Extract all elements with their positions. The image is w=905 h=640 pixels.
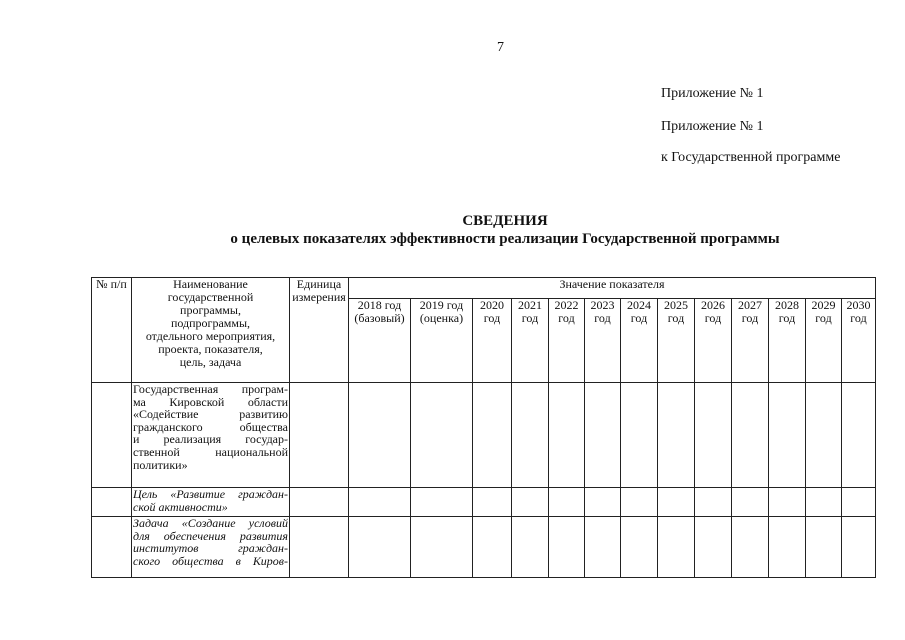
value-cell (411, 488, 473, 517)
value-cell (658, 488, 695, 517)
value-cell (621, 517, 658, 578)
year-label: 2028 (775, 298, 799, 312)
indicators-table (91, 277, 876, 578)
table-row-program (92, 383, 876, 488)
value-cell (658, 383, 695, 488)
col-name-line: Наименование (173, 277, 248, 291)
col-name-line: отдельного мероприятия, (145, 329, 276, 343)
year-note: (базовый) (354, 311, 405, 325)
year-note: год (521, 311, 539, 325)
year-note: год (778, 311, 796, 325)
value-cell (349, 488, 411, 517)
row-num-cell (92, 517, 132, 578)
year-header (842, 299, 876, 383)
value-cell (806, 488, 842, 517)
appendix-line-2: Приложение № 1 (661, 119, 764, 134)
year-label: 2026 (701, 298, 725, 312)
value-cell (512, 383, 549, 488)
row-num-cell (92, 488, 132, 517)
col-unit-line: Единица (296, 277, 342, 291)
year-note: год (630, 311, 648, 325)
value-cell (732, 488, 769, 517)
row-name-cell (132, 488, 290, 517)
row-unit-cell (290, 488, 349, 517)
col-values-header: Значение показателя (349, 278, 876, 299)
value-cell (695, 383, 732, 488)
year-header (549, 299, 585, 383)
year-header (585, 299, 621, 383)
col-name-line: государственной (167, 290, 254, 304)
col-name-line: программы, (180, 303, 241, 317)
row-name-line: и реализация государ- (133, 432, 288, 447)
year-note: год (815, 311, 832, 325)
year-label: 2022 (554, 298, 579, 312)
year-header (473, 299, 512, 383)
value-cell (411, 517, 473, 578)
value-cell (549, 488, 585, 517)
header-row-1 (92, 278, 876, 299)
value-cell (549, 383, 585, 488)
row-name-line: Цель «Развитие граждан- (133, 487, 288, 501)
year-header (621, 299, 658, 383)
year-note: год (704, 311, 722, 325)
row-name-line: политики» (133, 457, 188, 472)
value-cell (411, 383, 473, 488)
row-name-line: институтов граждан- (133, 541, 288, 556)
year-note: год (483, 311, 501, 325)
col-name-header (132, 278, 290, 383)
page-number: 7 (497, 40, 504, 55)
col-unit-header (290, 278, 349, 383)
document-subtitle: о целевых показателях эффективности реализации Государственной программы (230, 231, 780, 247)
value-cell (658, 517, 695, 578)
row-name-line: Государственная програм- (133, 382, 288, 396)
value-cell (473, 383, 512, 488)
year-note: год (741, 311, 759, 325)
row-name-line: гражданского общества (133, 419, 288, 434)
year-header (732, 299, 769, 383)
year-label: 2020 (480, 298, 504, 312)
year-label: 2023 (590, 298, 615, 312)
value-cell (769, 488, 806, 517)
row-name-cell (132, 517, 290, 578)
row-name-line: ской активности» (133, 499, 228, 514)
year-label: 2025 (664, 298, 688, 312)
year-header (658, 299, 695, 383)
table-row-task (92, 517, 876, 578)
row-name-line: ственной национальной (133, 444, 288, 459)
year-header (695, 299, 732, 383)
year-label: 2030 (846, 298, 871, 312)
row-name-line: ма Кировской области (133, 394, 288, 409)
col-name-line: подпрограммы, (170, 316, 251, 330)
value-cell (806, 517, 842, 578)
value-cell (842, 383, 876, 488)
col-name-line: проекта, показателя, (158, 342, 263, 356)
value-cell (621, 488, 658, 517)
table-row-goal (92, 488, 876, 517)
value-cell (732, 517, 769, 578)
year-note: (оценка) (419, 311, 464, 325)
row-name-line: Задача «Создание условий (133, 516, 288, 530)
value-cell (769, 517, 806, 578)
row-name-line: ского общества в Киров- (133, 553, 288, 568)
appendix-line-1: Приложение № 1 (661, 86, 764, 101)
row-num-cell (92, 383, 132, 488)
year-header (769, 299, 806, 383)
value-cell (621, 383, 658, 488)
value-cell (585, 383, 621, 488)
value-cell (585, 488, 621, 517)
year-header (349, 299, 411, 383)
value-cell (806, 383, 842, 488)
year-label: 2029 (811, 298, 836, 312)
value-cell (349, 517, 411, 578)
row-unit-cell (290, 517, 349, 578)
appendix-line-3: к Государственной программе (661, 150, 841, 165)
row-unit-cell (290, 383, 349, 488)
row-name-cell (132, 383, 290, 488)
year-label: 2027 (738, 298, 762, 312)
value-cell (769, 383, 806, 488)
year-note: год (558, 311, 575, 325)
value-cell (473, 517, 512, 578)
value-cell (842, 488, 876, 517)
year-header (806, 299, 842, 383)
col-num-header: № п/п (92, 278, 132, 383)
col-unit-line: измерения (292, 290, 346, 304)
year-note: год (667, 311, 685, 325)
value-cell (512, 517, 549, 578)
document-title: СВЕДЕНИЯ (462, 213, 548, 229)
row-name-line: для обеспечения развития (133, 528, 288, 543)
value-cell (585, 517, 621, 578)
value-cell (695, 517, 732, 578)
col-name-line: цель, задача (179, 355, 242, 369)
year-header (512, 299, 549, 383)
year-note: год (850, 311, 867, 325)
value-cell (732, 383, 769, 488)
value-cell (549, 517, 585, 578)
value-cell (512, 488, 549, 517)
value-cell (695, 488, 732, 517)
year-label: 2024 (627, 298, 651, 312)
value-cell (473, 488, 512, 517)
year-label: 2021 (518, 298, 542, 312)
value-cell (842, 517, 876, 578)
year-label: 2019 год (419, 298, 464, 312)
row-name-line: «Содействие развитию (133, 407, 288, 422)
year-label: 2018 год (357, 298, 402, 312)
year-note: год (594, 311, 611, 325)
year-header (411, 299, 473, 383)
value-cell (349, 383, 411, 488)
